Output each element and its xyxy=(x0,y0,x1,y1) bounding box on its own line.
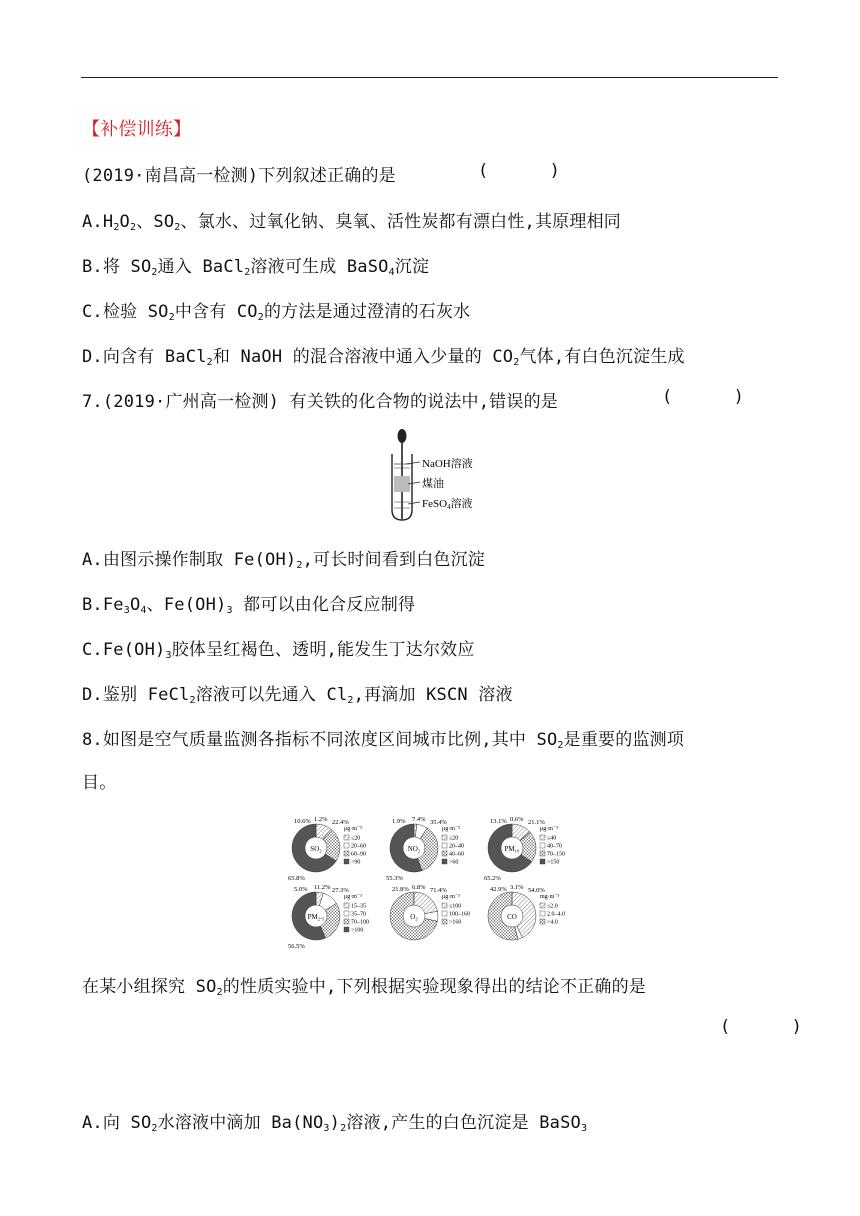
q6-stem-text: (2019·南昌高一检测)下列叙述正确的是 xyxy=(82,166,396,186)
pm10-legend-swatch-0 xyxy=(540,835,545,840)
q6-option-a: $A.H_2O_2$、$SO_2$、氯水、过氧化钠、臭氧、活性炭都有漂白性,其原理相同 xyxy=(82,212,621,233)
pm10-pct-label-0: 13.1% xyxy=(490,818,507,825)
no2-legend-label-2: 40–60 xyxy=(449,851,464,858)
so2-legend-label-1: 20–60 xyxy=(351,843,366,850)
so2-legend-swatch-3 xyxy=(344,859,349,864)
o3-legend-swatch-1 xyxy=(442,911,447,916)
so2-pct-label-2: 22.4% xyxy=(332,819,349,826)
no2-pct-label-1: 7.4% xyxy=(412,816,426,823)
pm25-legend-label-0: 15–35 xyxy=(351,903,366,910)
co-legend-label-2: >4.0 xyxy=(547,919,558,926)
so2-legend-swatch-1 xyxy=(344,843,349,848)
pm25-pct-label-1: 11.2% xyxy=(314,884,331,891)
pm10-legend-swatch-2 xyxy=(540,851,545,856)
pm10-legend-label-2: 70–150 xyxy=(547,851,565,858)
co-pct-label-0: 42.9% xyxy=(490,886,507,893)
q8-stem-line1: 8.如图是空气质量监测各指标不同浓度区间城市比例,其中 $SO_2$是重要的监测项 xyxy=(82,730,685,751)
q6-option-c: C.检验 $SO_2$中含有 $CO_2$的方法是通过澄清的石灰水 xyxy=(82,302,471,323)
q8-stem-line2: 目。 xyxy=(82,773,117,793)
so2-donut-chart xyxy=(288,816,366,882)
q7-option-d: D.鉴别 FeCl$_2$溶液可以先通入 $Cl_2$,再滴加 KSCN 溶液 xyxy=(82,685,513,706)
label-naoh: NaOH溶液 xyxy=(422,458,473,470)
q8-option-a: A.向 $SO_2$水溶液中滴加 $Ba(NO_3)_2$溶液,产生的白色沉淀是 BaSO$_3$ xyxy=(82,1113,588,1134)
q6-option-d: D.向含有 BaCl$_2$和 NaOH 的混合溶液中通入少量的 $CO_2$气体,有白色沉淀生成 xyxy=(82,347,685,368)
pm25-legend-swatch-3 xyxy=(344,927,349,932)
so2-unit-label: μg·m⁻³ xyxy=(344,826,362,832)
pm25-legend-label-1: 35–70 xyxy=(351,911,366,918)
o3-donut-chart xyxy=(390,884,470,940)
so2-legend-label-2: 60–90 xyxy=(351,851,366,858)
o3-center-label: O₃ xyxy=(410,913,418,921)
pm10-pct-label-3: 65.2% xyxy=(484,875,501,882)
so2-legend-label-0: ≤20 xyxy=(351,835,361,842)
co-center-label: CO xyxy=(507,913,517,921)
co-unit-label: mg·m⁻³ xyxy=(540,894,560,900)
label-feso4: FeSO4溶液 xyxy=(422,498,473,511)
co-legend-swatch-1 xyxy=(540,911,545,916)
no2-legend-swatch-2 xyxy=(442,851,447,856)
pm25-pct-label-3: 56.5% xyxy=(288,943,305,948)
o3-pct-label-0: 21.8% xyxy=(392,886,409,893)
pm10-pct-label-1: 0.6% xyxy=(510,816,524,823)
pm25-legend-label-2: 70–100 xyxy=(351,919,369,926)
pm25-pct-label-2: 27.3% xyxy=(332,887,349,894)
pm10-donut-chart xyxy=(484,816,565,882)
q7-option-b: $B.Fe_3O_4$、$Fe(OH)_3$ 都可以由化合反应制得 xyxy=(82,595,416,616)
no2-legend-swatch-1 xyxy=(442,843,447,848)
pm25-unit-label: μg·m⁻³ xyxy=(344,894,362,900)
o3-legend-swatch-2 xyxy=(442,919,447,924)
pm25-center-label: PM₂.₅ xyxy=(307,913,325,921)
kerosene-layer xyxy=(394,476,410,492)
no2-pct-label-2: 35.4% xyxy=(430,819,447,826)
pm10-legend-label-0: ≤40 xyxy=(547,835,557,842)
q7-option-a: A.由图示操作制取 $Fe(OH)_2$,可长时间看到白色沉淀 xyxy=(82,550,485,571)
label-kerosene: 煤油 xyxy=(422,478,444,490)
o3-unit-label: μg·m⁻³ xyxy=(442,894,460,900)
so2-center-label: SO₂ xyxy=(310,845,322,853)
co-legend-swatch-2 xyxy=(540,919,545,924)
pm10-center-label: PM₁₀ xyxy=(504,845,520,853)
co-legend-label-0: ≤2.0 xyxy=(547,903,558,910)
o3-pct-label-1: 6.8% xyxy=(412,884,426,891)
co-donut-chart xyxy=(488,884,565,940)
pm10-legend-swatch-3 xyxy=(540,859,545,864)
no2-pct-label-0: 1.9% xyxy=(392,818,406,825)
pm25-legend-swatch-0 xyxy=(344,903,349,908)
so2-pct-label-3: 65.8% xyxy=(288,875,305,882)
so2-legend-swatch-2 xyxy=(344,851,349,856)
co-legend-swatch-0 xyxy=(540,903,545,908)
no2-legend-label-0: ≤20 xyxy=(449,835,459,842)
co-pct-label-2: 54.0% xyxy=(528,887,545,894)
pm10-pct-label-2: 21.1% xyxy=(528,819,545,826)
q8-question: 在某小组探究 $SO_2$的性质实验中,下列根据实验现象得出的结论不正确的是 xyxy=(82,977,646,998)
no2-donut-chart xyxy=(386,816,464,882)
q8-answer-paren: ( ) xyxy=(720,1017,802,1037)
o3-legend-label-2: >160 xyxy=(449,919,462,926)
no2-legend-swatch-0 xyxy=(442,835,447,840)
co-legend-label-1: 2.0–4.0 xyxy=(547,911,565,918)
pm25-legend-swatch-1 xyxy=(344,911,349,916)
pm10-legend-label-1: 40–70 xyxy=(547,843,562,850)
pm25-legend-swatch-2 xyxy=(344,919,349,924)
pm10-legend-swatch-1 xyxy=(540,843,545,848)
no2-legend-label-1: 20–40 xyxy=(449,843,464,850)
q6-answer-paren: ( ) xyxy=(478,161,560,181)
so2-pct-label-0: 10.6% xyxy=(294,818,311,825)
q7-stem: 7.(2019·广州高一检测) 有关铁的化合物的说法中,错误的是 xyxy=(82,392,558,412)
no2-legend-swatch-3 xyxy=(442,859,447,864)
no2-legend-label-3: >60 xyxy=(449,859,459,866)
o3-legend-swatch-0 xyxy=(442,903,447,908)
pm10-unit-label: μg·m⁻³ xyxy=(540,826,558,832)
so2-pct-label-1: 1.2% xyxy=(314,816,328,823)
air-quality-donut-charts xyxy=(280,808,580,948)
o3-pct-label-2: 71.4% xyxy=(430,887,447,894)
q7-option-c: $C.Fe(OH)_3$胶体呈红褐色、透明,能发生丁达尔效应 xyxy=(82,640,475,661)
top-rule xyxy=(81,77,778,78)
no2-center-label: NO₂ xyxy=(407,845,421,853)
co-pct-label-1: 3.1% xyxy=(510,884,524,891)
no2-pct-label-3: 55.3% xyxy=(386,875,403,882)
so2-legend-swatch-0 xyxy=(344,835,349,840)
no2-unit-label: μg·m⁻³ xyxy=(442,826,460,832)
q7-answer-paren: ( ) xyxy=(662,387,744,407)
test-tube-figure xyxy=(380,424,510,524)
pm10-legend-label-3: >150 xyxy=(547,859,560,866)
o3-legend-label-0: ≤100 xyxy=(449,903,462,910)
so2-legend-label-3: >90 xyxy=(351,859,361,866)
pm25-donut-chart xyxy=(288,884,369,948)
pm25-pct-label-0: 5.0% xyxy=(294,886,308,893)
o3-legend-label-1: 100–160 xyxy=(449,911,470,918)
dropper-bulb xyxy=(398,429,407,443)
q6-stem xyxy=(82,161,396,186)
q6-option-b: B.将 $SO_2$通入 BaCl$_2$溶液可生成 BaSO$_4$沉淀 xyxy=(82,257,430,278)
section-heading: 【补偿训练】 xyxy=(82,119,192,140)
o3-slice-0 xyxy=(414,892,438,914)
pm25-legend-label-3: >100 xyxy=(351,927,364,934)
